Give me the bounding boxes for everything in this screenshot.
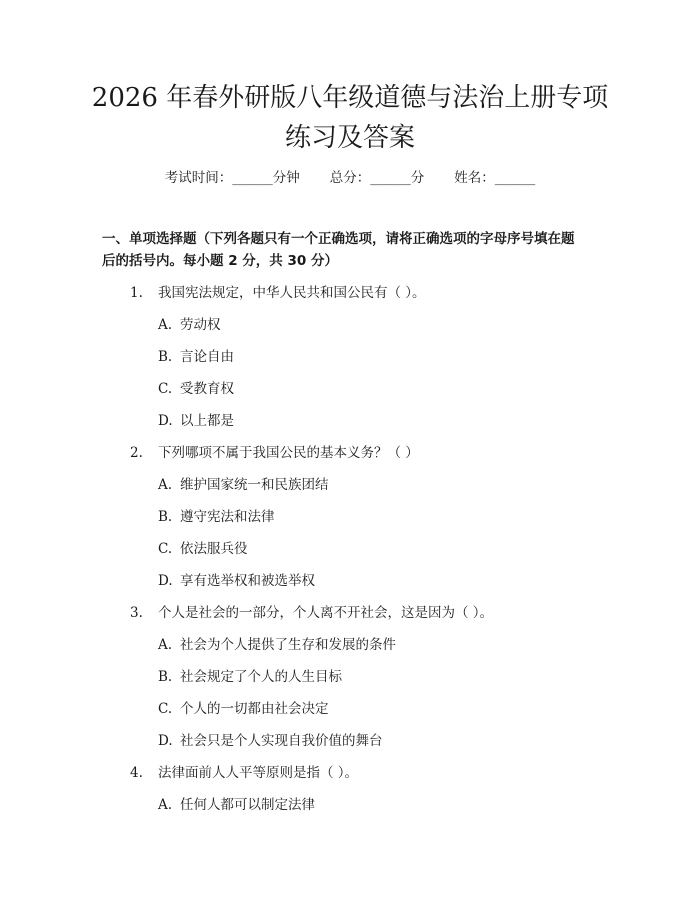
time-label: 考试时间： bbox=[164, 170, 233, 186]
name-label: 姓名： bbox=[454, 170, 495, 186]
score-blank: ______ bbox=[370, 170, 411, 186]
section-heading-line-2: 后的括号内。每小题 2 分，共 30 分） bbox=[102, 253, 338, 269]
option-text: 维护国家统一和民族团结 bbox=[180, 477, 329, 493]
name-blank: ______ bbox=[494, 170, 536, 186]
option-letter: A. bbox=[158, 637, 173, 653]
time-unit: 分钟 bbox=[272, 170, 300, 186]
document-title bbox=[60, 78, 640, 158]
option-text: 个人的一切都由社会决定 bbox=[180, 701, 329, 717]
question-text: 个人是社会的一部分，个人离不开社会，这是因为（ ）。 bbox=[158, 605, 494, 621]
option-letter: C. bbox=[158, 541, 173, 557]
option-letter: A. bbox=[158, 797, 173, 813]
option-letter: B. bbox=[158, 349, 173, 365]
option-letter: D. bbox=[158, 573, 173, 589]
section-heading-single-choice bbox=[102, 228, 602, 272]
option-text: 社会只是个人实现自我价值的舞台 bbox=[180, 733, 383, 749]
section-heading-line-1: 一、单项选择题（下列各题只有一个正确选项，请将正确选项的字母序号填在题 bbox=[102, 231, 575, 247]
title-line-2: 练习及答案 bbox=[284, 123, 415, 153]
question-number: 1. bbox=[130, 285, 143, 301]
option-letter: B. bbox=[158, 509, 173, 525]
option-text: 劳动权 bbox=[180, 317, 221, 333]
score-unit: 分 bbox=[410, 170, 425, 186]
option-text: 遵守宪法和法律 bbox=[180, 509, 275, 525]
option-letter: C. bbox=[158, 701, 173, 717]
time-blank: ______ bbox=[232, 170, 273, 186]
question-number: 3. bbox=[130, 605, 143, 621]
option-text: 享有选举权和被选举权 bbox=[180, 573, 315, 589]
score-label: 总分： bbox=[329, 170, 371, 186]
option-letter: A. bbox=[158, 317, 173, 333]
question-text: 我国宪法规定，中华人民共和国公民有（ ）。 bbox=[158, 285, 426, 301]
exam-meta-line bbox=[0, 168, 700, 188]
option-text: 社会规定了个人的人生目标 bbox=[180, 669, 342, 685]
option-text: 受教育权 bbox=[180, 381, 234, 397]
question-text: 法律面前人人平等原则是指（ ）。 bbox=[158, 765, 359, 781]
option-letter: A. bbox=[158, 477, 173, 493]
option-text: 以上都是 bbox=[180, 413, 234, 429]
option-letter: D. bbox=[158, 733, 173, 749]
option-letter: B. bbox=[158, 669, 173, 685]
question-number: 2. bbox=[130, 445, 143, 461]
title-line-1: 2026 年春外研版八年级道德与法治上册专项 bbox=[91, 83, 609, 113]
option-text: 任何人都可以制定法律 bbox=[180, 797, 315, 813]
option-letter: D. bbox=[158, 413, 173, 429]
question-text: 下列哪项不属于我国公民的基本义务？（ ） bbox=[158, 445, 419, 461]
question-number: 4. bbox=[130, 765, 143, 781]
option-text: 言论自由 bbox=[180, 349, 234, 365]
option-letter: C. bbox=[158, 381, 173, 397]
option-text: 依法服兵役 bbox=[180, 541, 248, 557]
option-text: 社会为个人提供了生存和发展的条件 bbox=[180, 637, 396, 653]
